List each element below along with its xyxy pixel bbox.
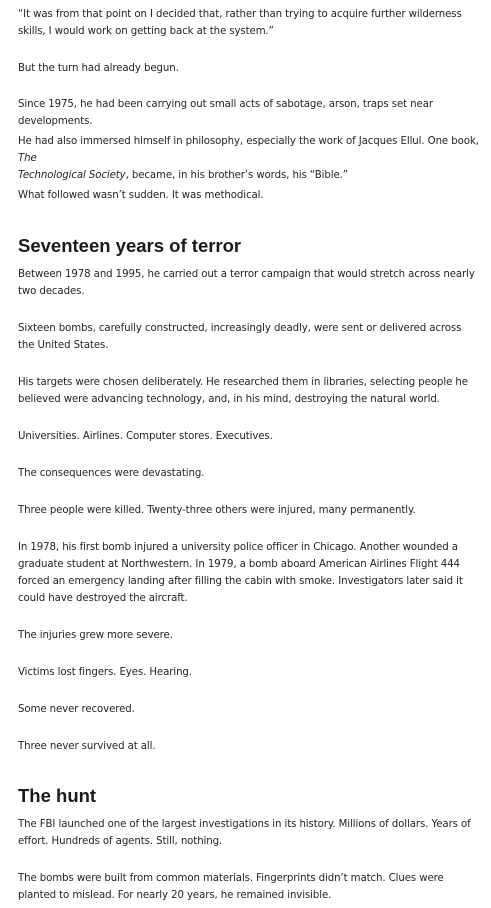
paragraph: Three people were killed. Twenty-three others were injured, many permanently. bbox=[18, 505, 416, 516]
paragraph: The bombs were built from common materials. Fingerprints didn’t match. Clues were planted to mislead. For nearly 20 years, he remained invisible. bbox=[18, 873, 444, 901]
paragraph-text: He had also immersed himself in philosophy, especially the work of Jacques Ellul. One book, bbox=[18, 136, 479, 147]
paragraph: Between 1978 and 1995, he carried out a terror campaign that would stretch across nearly two decades. bbox=[18, 269, 475, 297]
paragraph: The consequences were devastating. bbox=[18, 468, 205, 479]
paragraph-text: , became, in his brother’s words, his “Bible.” bbox=[125, 170, 348, 181]
paragraph: Since 1975, he had been carrying out small acts of sabotage, arson, traps set near developments. bbox=[18, 99, 433, 127]
paragraph: The FBI launched one of the largest investigations in its history. Millions of dollars. Years of effort. Hundreds of agents. Still, nothing. bbox=[18, 819, 471, 847]
book-title-part: Technological Society bbox=[18, 170, 126, 181]
paragraph: What followed wasn’t sudden. It was methodical. bbox=[18, 190, 264, 201]
paragraph-quote: “It was from that point on I decided that, rather than trying to acquire further wilderness skills, I would work on getting back at the system.” bbox=[18, 9, 462, 37]
section-heading: The hunt bbox=[18, 785, 97, 806]
paragraph: The injuries grew more severe. bbox=[18, 630, 173, 641]
paragraph: In 1978, his first bomb injured a university police officer in Chicago. Another wounded a graduate student at Northwestern. In 1979, a bomb aboard American Airlines Flight 444 forced an emergency landing after filling the cabin with smoke. Investigators later said it could have destroyed the aircraft. bbox=[18, 542, 463, 604]
section-heading: Seventeen years of terror bbox=[18, 235, 242, 256]
paragraph-ellul bbox=[18, 133, 480, 184]
paragraph: Some never recovered. bbox=[18, 704, 135, 715]
paragraph: Universities. Airlines. Computer stores. Executives. bbox=[18, 431, 273, 442]
paragraph: But the turn had already begun. bbox=[18, 63, 179, 74]
paragraph: Three never survived at all. bbox=[18, 741, 156, 752]
paragraph: Sixteen bombs, carefully constructed, increasingly deadly, were sent or delivered across the United States. bbox=[18, 323, 462, 351]
paragraph: His targets were chosen deliberately. He researched them in libraries, selecting people he believed were advancing technology, and, in his mind, destroying the natural world. bbox=[18, 377, 468, 405]
book-title-part: The bbox=[18, 153, 37, 164]
paragraph: Victims lost fingers. Eyes. Hearing. bbox=[18, 667, 192, 678]
